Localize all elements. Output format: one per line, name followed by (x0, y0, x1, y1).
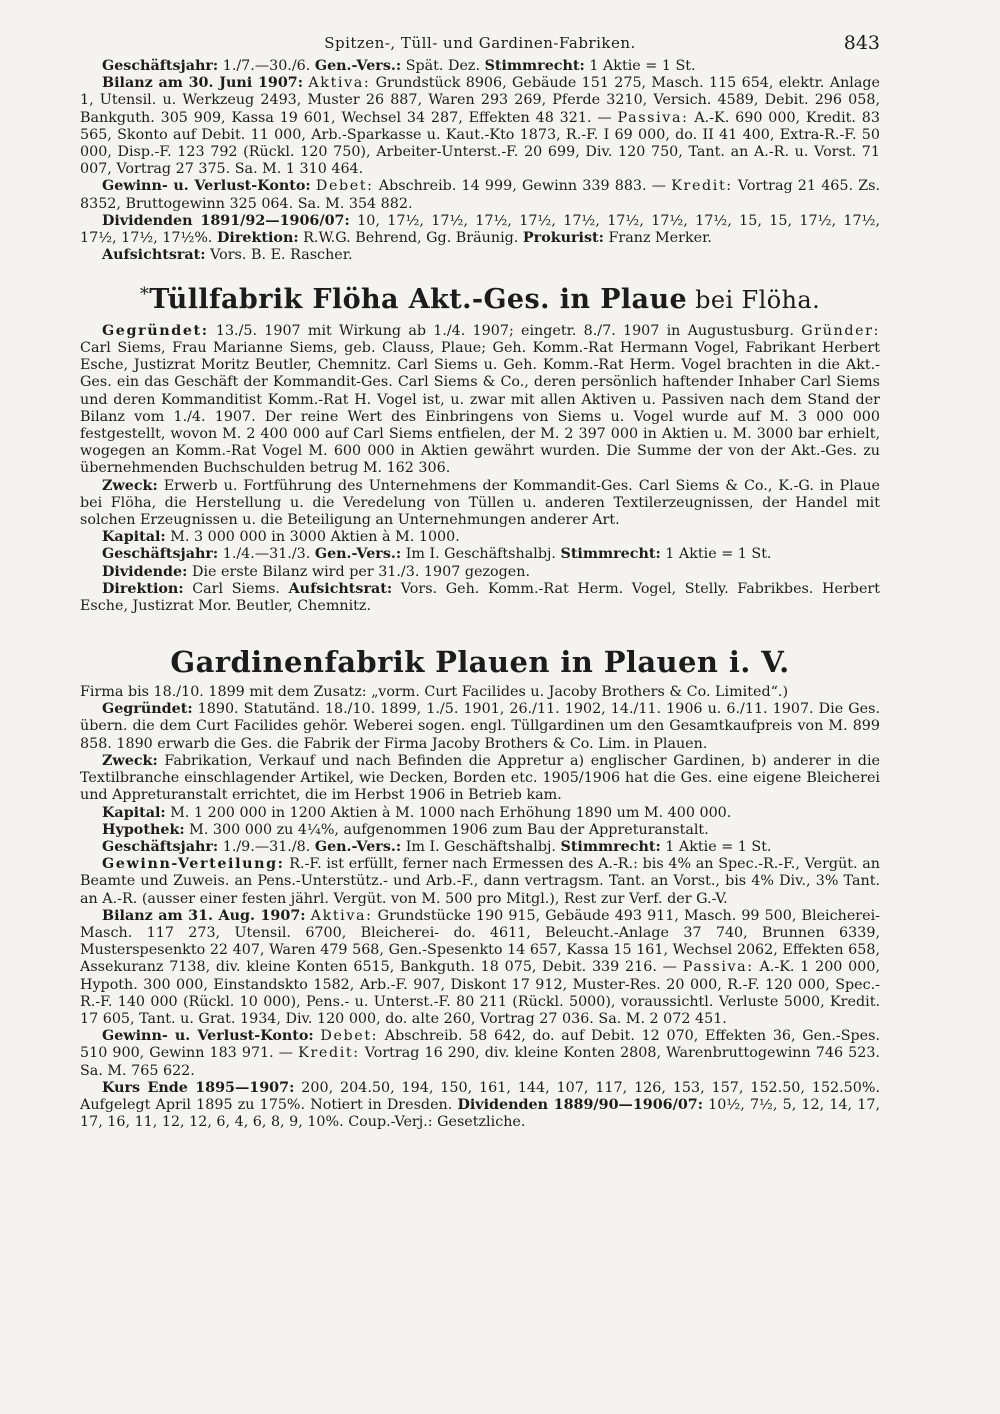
balance-sheet-paragraph: Bilanz am 31. Aug. 1907: Aktiva: Grundstücke 190 915, Gebäude 493 911, Masch. 99 500, Bleicherei-Masch. 117 273, Utensil. 6700, Bleicherei- do. 4611, Beleucht.-Anlage 37 740, Brunnen 6339, Musterspesenkto 22 407, Waren 479 568, Gen.-Spesenkto 14 657, Kassa 15 161, Wechsel 2062, Effekten 658, Assekuranz 7138, div. kleine Konten 6515, Bankguth. 18 075, Debit. 339 216. — Passiva: A.-K. 1 200 000, Hypoth. 300 000, Einstandskto 1582, Arb.-F. 907, Diskont 17 912, Muster-Res. 20 000, R.-F. 120 000, Spec.-R.-F. 140 000 (Rückl. 10 000), Pens.- u. Unterst.-F. 80 211 (Rückl. 5000), voraussichtl. Verluste 5000, Kredit. 17 605, Tant. u. Grat. 1934, Div. 120 000, do. alte 260, Vortrag 27 036. Sa. M. 2 072 451. (80, 907, 880, 1027)
former-name-line: Firma bis 18./10. 1899 mit dem Zusatz: „vorm. Curt Facilides u. Jacoby Brothers & Co. Limited“.) (80, 684, 789, 701)
running-title: Spitzen-, Tüll- und Gardinen-Fabriken. (324, 34, 636, 52)
fiscal-year-line: Geschäftsjahr: 1./4.—31./3. Gen.-Vers.: Im I. Geschäftshalbj. Stimmrecht: 1 Aktie = 1 St. (102, 546, 772, 563)
founded-paragraph: Gegründet: 13./5. 1907 mit Wirkung ab 1./4. 1907; eingetr. 8./7. 1907 in Augustusburg. Gründer: Carl Siems, Frau Marianne Siems, geb. Clauss, Plaue; Geh. Komm.-Rat Hermann Vogel, Fabrikant Herbert Esche, Justizrat Moritz Beutler, Chemnitz. Carl Siems u. Geh. Komm.-Rat Herm. Vogel brachten in die Akt.-Ges. ein das Geschäft der Kommandit-Ges. Carl Siems & Co., deren persönlich haftender Inhaber Carl Siems und deren Kommanditist Komm.-Rat H. Vogel ist, u. zwar mit allen Aktiven u. Passiven nach dem Stand der Bilanz vom 1./4. 1907. Der reine Wert des Einbringens von Siems u. Vogel wurde auf M. 3 000 000 festgestellt, wovon M. 2 400 000 auf Carl Siems entfielen, der M. 2 397 000 in Aktien u. M. 3000 bar erhielt, wogegen an Komm.-Rat Vogel M. 600 000 in Aktien gewährt wurden. Die Summe der von der Akt.-Ges. zu übernehmenden Buchschulden betrug M. 162 306. (80, 322, 880, 477)
capital-line: Kapital: M. 3 000 000 in 3000 Aktien à M. 1000. (102, 529, 460, 546)
share-price-dividends-paragraph: Kurs Ende 1895—1907: 200, 204.50, 194, 150, 161, 144, 107, 117, 126, 153, 157, 152.50, 152.50%. Aufgelegt April 1895 zu 175%. Notiert in Dresden. Dividenden 1889/90—1906/07: 10½, 7½, 5, 12, 14, 17, 17, 16, 11, 12, 12, 6, 4, 6, 8, 9, 10%. Coup.-Verj.: Gesetzliche. (80, 1079, 881, 1131)
management-paragraph: Direktion: Carl Siems. Aufsichtsrat: Vors. Geh. Komm.-Rat Herm. Vogel, Stelly. Fabrikbes. Herbert Esche, Justizrat Mor. Beutler, Chemnitz. (80, 580, 880, 615)
page-header (80, 28, 880, 58)
founded-paragraph: Gegründet: 1890. Statutänd. 18./10. 1899, 1./5. 1901, 26./11. 1902, 14./11. 1906 u. 6./11. 1907. Die Ges. übern. die dem Curt Facilides gehör. Weberei sogen. engl. Tüllgardinen um den Gesamtkaufpreis von M. 899 858. 1890 erwarb die Ges. die Fabrik der Firma Jacoby Brothers & Co. Lim. in Plauen. (80, 701, 880, 752)
dividend-line: Dividende: Die erste Bilanz wird per 31./3. 1907 gezogen. (102, 563, 530, 580)
capital-line: Kapital: M. 1 200 000 in 1200 Aktien à M. 1000 nach Erhöhung 1890 um M. 400 000. (102, 804, 732, 821)
previous-company-entry (80, 58, 880, 264)
company-title-floeha: *Tüllfabrik Flöha Akt.-Ges. in Plaue bei Flöha. (139, 284, 821, 316)
profit-loss-paragraph: Gewinn- u. Verlust-Konto: Debet: Abschreib. 58 642, do. auf Debit. 12 070, Effekten 36, Gen.-Spes. 510 900, Gewinn 183 971. — Kredit: Vortrag 16 290, div. kleine Konten 2808, Warenbruttogewinn 746 523. Sa. M. 765 622. (80, 1028, 881, 1079)
company-entry-floeha (80, 284, 880, 615)
balance-sheet-paragraph: Bilanz am 30. Juni 1907: Aktiva: Grundstück 8906, Gebäude 151 275, Masch. 115 654, elektr. Anlage 1, Utensil. u. Werkzeug 2493, Muster 26 887, Waren 293 269, Pferde 3210, Versich. 4589, Debit. 296 058, Bankguth. 305 909, Kassa 19 601, Wechsel 34 287, Effekten 48 321. — Passiva: A.-K. 690 000, Kredit. 83 565, Skonto auf Debit. 11 000, Arb.-Sparkasse u. Kaut.-Kto 1873, R.-F. I 69 000, do. II 41 400, Extra-R.-F. 50 000, Disp.-F. 123 792 (Rückl. 120 750), Arbeiter-Unterst.-F. 20 699, Div. 120 750, Tant. an A.-R. u. Vorst. 71 007, Vortrag 27 375. Sa. M. 1 310 464. (80, 75, 881, 178)
profit-distribution-paragraph: Gewinn-Verteilung: R.-F. ist erfüllt, ferner nach Ermessen des A.-R.: bis 4% an Spec.-R.-F., Vergüt. an Beamte und Zuweis. an Pens.-Unterstütz.- und Arb.-F., dann vertragsm. Tant. an Vorst., bis 4% Div., 3% Tant. an A.-R. (ausser einer festen jährl. Vergüt. von M. 500 pro Mitgl.), Rest zur Verf. der G.-V. (80, 856, 880, 907)
profit-loss-paragraph: Gewinn- u. Verlust-Konto: Debet: Abschreib. 14 999, Gewinn 339 883. — Kredit: Vortrag 21 465. Zs. 8352, Bruttogewinn 325 064. Sa. M. 354 882. (80, 178, 881, 212)
fiscal-year-line: Geschäftsjahr: 1./9.—31./8. Gen.-Vers.: Im I. Geschäftshalbj. Stimmrecht: 1 Aktie = 1 St. (102, 838, 772, 855)
company-entry-plauen (80, 645, 880, 1131)
purpose-paragraph: Zweck: Erwerb u. Fortführung des Unternehmens der Kommandit-Ges. Carl Siems & Co., K.-G. in Plaue bei Flöha, die Herstellung u. die Veredelung von Tüllen u. anderen Textilerzeugnissen, der Handel mit solchen Erzeugnissen u. die Beteiligung an Unternehmungen anderer Art. (80, 477, 880, 529)
purpose-paragraph: Zweck: Fabrikation, Verkauf und nach Befinden die Appretur a) englischer Gardinen, b) anderer in die Textilbranche einschlagender Artikel, wie Decken, Borden etc. 1905/1906 hat die Ges. eine eigene Bleicherei und Appreturanstalt errichtet, die im Herbst 1906 in Betrieb kam. (80, 752, 880, 804)
mortgage-line: Hypothek: M. 300 000 zu 4¼%, aufgenommen 1906 zum Bau der Appreturanstalt. (102, 821, 709, 838)
supervisory-board-line: Aufsichtsrat: Vors. B. E. Rascher. (102, 247, 353, 264)
dividends-paragraph: Dividenden 1891/92—1906/07: 10, 17½, 17½, 17½, 17½, 17½, 17½, 17½, 17½, 15, 15, 17½, 17½, 17½, 17½, 17½%. Direktion: R.W.G. Behrend, Gg. Bräunig. Prokurist: Franz Merker. (80, 212, 880, 247)
company-title-plauen: Gardinenfabrik Plauen in Plauen i. V. (170, 645, 790, 680)
document-page (80, 28, 880, 1131)
fiscal-year-line: Geschäftsjahr: 1./7.—30./6. Gen.-Vers.: Spät. Dez. Stimmrecht: 1 Aktie = 1 St. (102, 58, 696, 74)
page-number: 843 (843, 32, 880, 54)
